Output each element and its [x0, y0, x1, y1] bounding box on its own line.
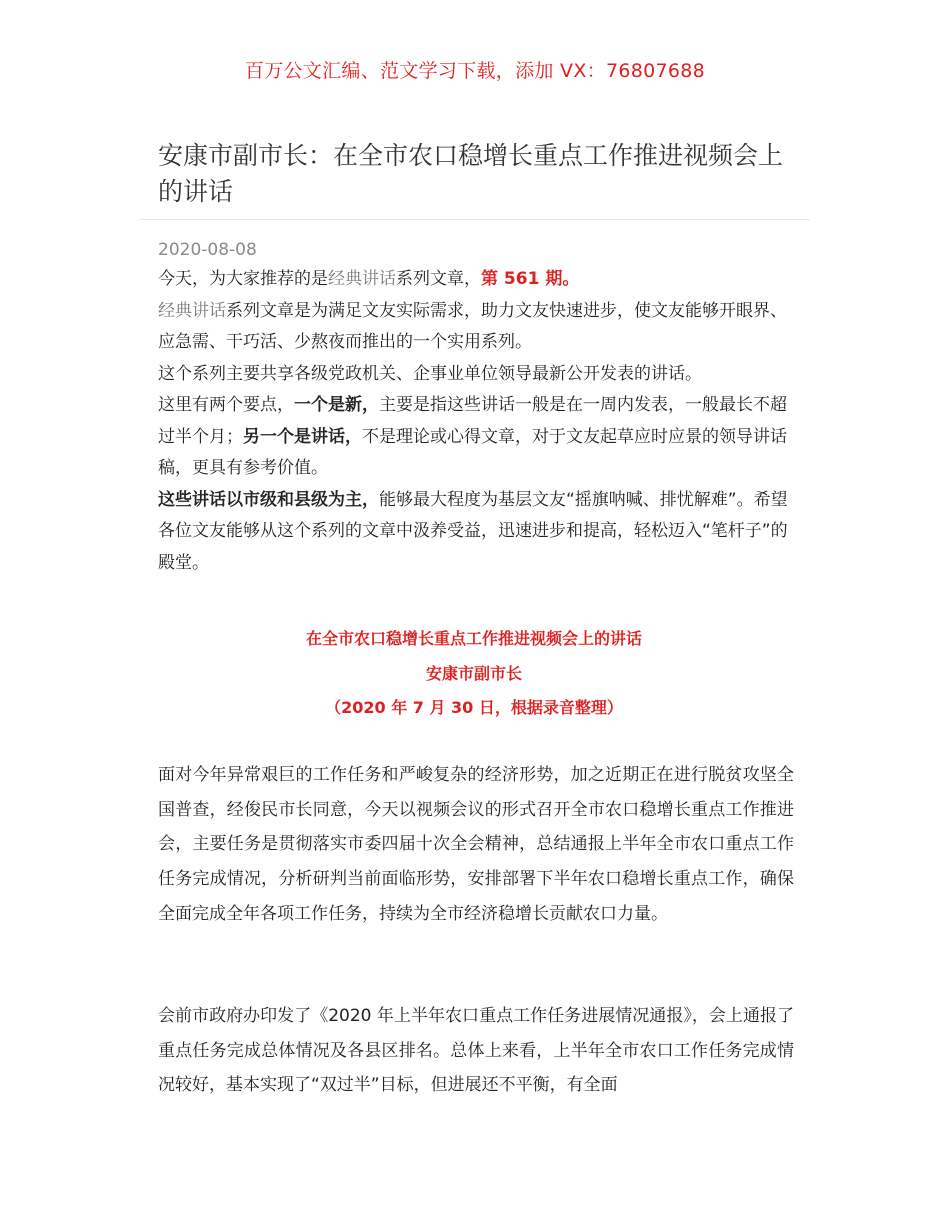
intro-line-2	[158, 296, 798, 359]
intro-line-5	[158, 485, 798, 580]
publish-date: 2020-08-08	[158, 240, 257, 260]
key-point-level: 这些讲话以市级和县级为主，	[158, 489, 379, 510]
series-link[interactable]: 经典讲话	[158, 300, 226, 321]
key-point-speech: 另一个是讲话，	[243, 426, 362, 447]
issue-number: 第 561 期。	[481, 269, 580, 289]
body-paragraph-2: 会前市政府办印发了《2020 年上半年农口重点工作任务进展情况通报》，会上通报了重点任务完成总体情况及各县区排名。总体上来看，上半年全市农口工作任务完成情况较好，基本实现了“双过半”目标，但进展还不平衡，有全面	[158, 1006, 794, 1096]
series-link[interactable]: 经典讲话	[328, 269, 396, 289]
intro-text: 系列文章，	[396, 269, 481, 289]
speech-heading: 在全市农口稳增长重点工作推进视频会上的讲话	[305, 629, 642, 648]
intro-text: 今天，为大家推荐的是	[158, 269, 328, 289]
title-divider	[140, 219, 810, 220]
intro-text: 不是理论或心得文章，对于文友起草应时应景的领导讲话稿，更具有参考价值。	[158, 426, 787, 478]
speech-speaker: 安康市副市长	[425, 663, 522, 683]
intro-text: 能够最大程度为基层文友“摇旗呐喊、排忧解难”。希望各位文友能够从这个系列的文章中汲养受益，迅速进步和提高，轻松迈入“笔杆子”的殿堂。	[158, 489, 788, 573]
key-point-new: 一个是新，	[294, 395, 379, 415]
speech-header	[158, 622, 790, 726]
body-paragraph-1: 面对今年异常艰巨的工作任务和严峻复杂的经济形势，加之近期正在进行脱贫攻坚全国普查，经俊民市长同意，今天以视频会议的形式召开全市农口稳增长重点工作推进会，主要任务是贯彻落实市委四届十次全会精神，总结通报上半年全市农口重点工作任务完成情况，分析研判当前面临形势，安排部署下半年农口稳增长重点工作，确保全面完成全年各项工作任务，持续为全市经济稳增长贡献农口力量。	[158, 765, 794, 924]
speech-note: （2020 年 7 月 30 日，根据录音整理）	[325, 698, 623, 717]
article-title: 安康市副市长：在全市农口稳增长重点工作推进视频会上的讲话	[158, 141, 784, 206]
intro-text: 系列文章是为满足文友实际需求，助力文友快速进步，使文友能够开眼界、应急需、干巧活、少熬夜而推出的一个实用系列。	[158, 300, 787, 352]
promo-banner: 百万公文汇编、范文学习下载，添加 VX：76807688	[244, 60, 706, 82]
intro-line-1	[158, 264, 798, 296]
intro-line-4	[158, 390, 798, 485]
intro-text: 这里有两个要点，	[158, 395, 294, 415]
intro-text: 主要是指这些讲话一般是在一周内发表，一般最长不超过半个月；	[158, 395, 787, 447]
intro-section	[158, 264, 798, 579]
intro-line-3: 这个系列主要共享各级党政机关、企事业单位领导最新公开发表的讲话。	[158, 363, 702, 384]
